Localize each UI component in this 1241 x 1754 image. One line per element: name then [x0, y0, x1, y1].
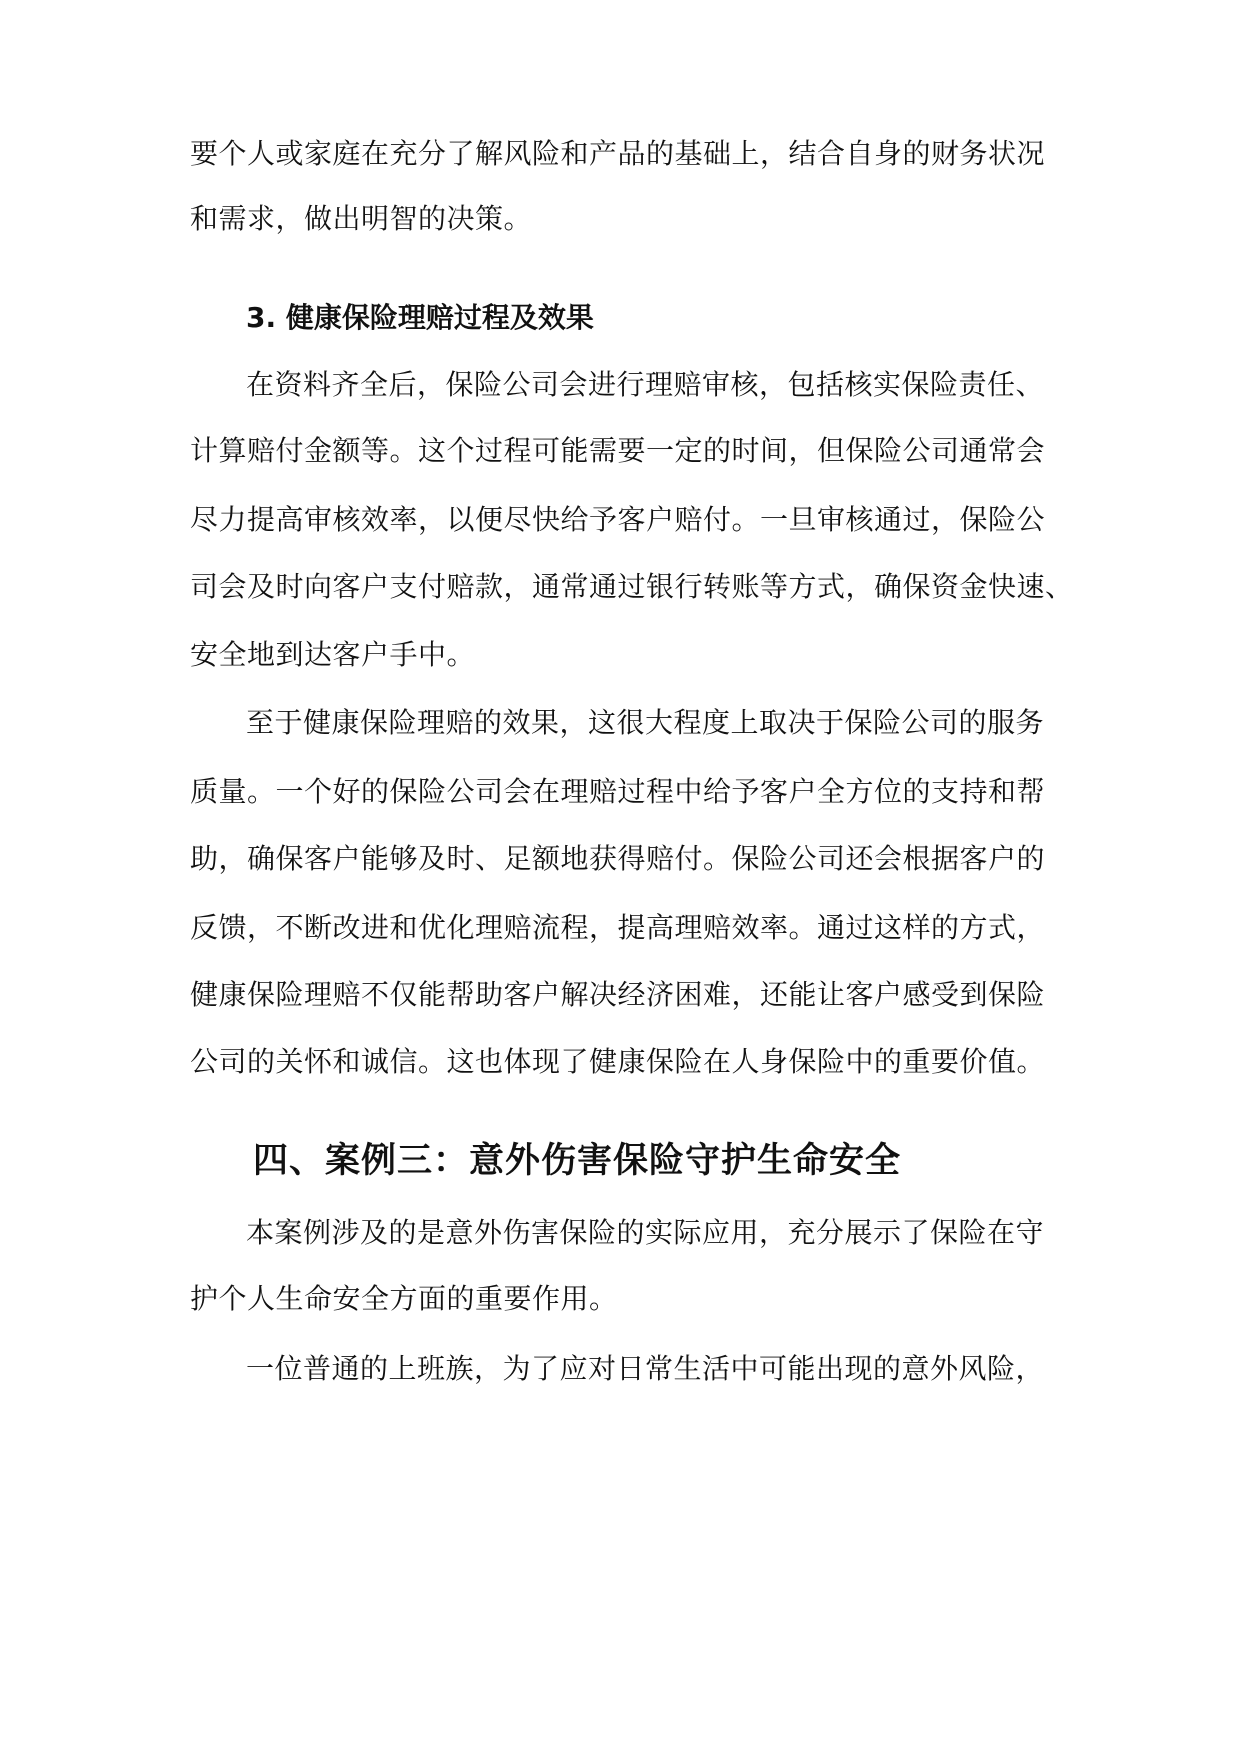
- paragraph-line: 质量。一个好的保险公司会在理赔过程中给予客户全方位的支持和帮: [190, 775, 1046, 808]
- paragraph-line: 助，确保客户能够及时、足额地获得赔付。保险公司还会根据客户的: [190, 842, 1046, 875]
- paragraph-line: 一位普通的上班族，为了应对日常生活中可能出现的意外风险，: [246, 1352, 1045, 1385]
- section-heading: 3. 健康保险理赔过程及效果: [246, 301, 594, 334]
- paragraph-line: 要个人或家庭在充分了解风险和产品的基础上，结合自身的财务状况: [190, 137, 1046, 170]
- chapter-heading: 四、案例三：意外伤害保险守护生命安全: [253, 1141, 902, 1181]
- paragraph-line: 尽力提高审核效率，以便尽快给予客户赔付。一旦审核通过，保险公: [190, 503, 1046, 536]
- paragraph-line: 护个人生命安全方面的重要作用。: [190, 1282, 618, 1315]
- paragraph-line: 公司的关怀和诚信。这也体现了健康保险在人身保险中的重要价值。: [190, 1045, 1046, 1078]
- paragraph-line: 司会及时向客户支付赔款，通常通过银行转账等方式，确保资金快速、: [190, 570, 1074, 603]
- paragraph-line: 健康保险理赔不仅能帮助客户解决经济困难，还能让客户感受到保险: [190, 978, 1046, 1011]
- paragraph-line: 至于健康保险理赔的效果，这很大程度上取决于保险公司的服务: [246, 706, 1045, 739]
- paragraph-line: 反馈，不断改进和优化理赔流程，提高理赔效率。通过这样的方式，: [190, 911, 1046, 944]
- paragraph-line: 计算赔付金额等。这个过程可能需要一定的时间，但保险公司通常会: [190, 434, 1046, 467]
- paragraph-line: 在资料齐全后，保险公司会进行理赔审核，包括核实保险责任、: [246, 368, 1045, 401]
- paragraph-line: 本案例涉及的是意外伤害保险的实际应用，充分展示了保险在守: [246, 1216, 1045, 1249]
- paragraph-line: 安全地到达客户手中。: [190, 638, 476, 671]
- paragraph-line: 和需求，做出明智的决策。: [190, 202, 533, 235]
